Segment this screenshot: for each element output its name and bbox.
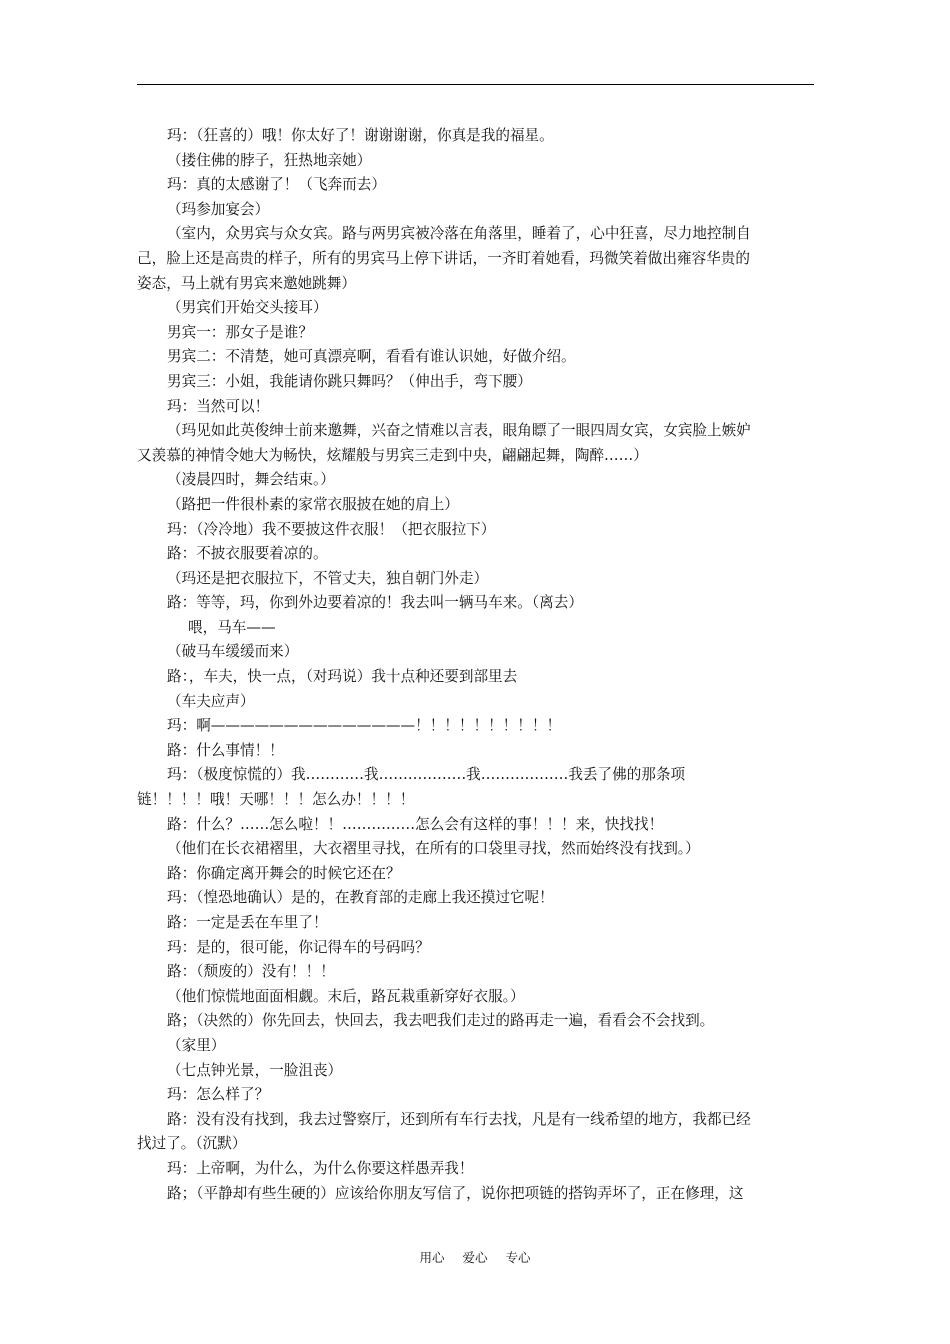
text-line: （他们惊慌地面面相觑。末后，路瓦栽重新穿好衣服。）: [167, 987, 525, 1005]
text-line: 路：什么？……怎么啦！！……………怎么会有这样的事！！！来，快找找！: [167, 815, 664, 833]
text-line: （车夫应声）: [167, 692, 255, 710]
text-line: 玛：当然可以！: [167, 397, 270, 415]
text-line: 又羡慕的神情令她大为畅快，炫耀般与男宾三走到中央，翩翩起舞，陶醉……）: [137, 446, 648, 464]
text-line: 玛：（极度惊慌的）我…………我………………我………………我丢了佛的那条项: [167, 766, 686, 784]
text-line: （破马车缓缓而来）: [167, 643, 299, 661]
text-line: （室内，众男宾与众女宾。路与两男宾被冷落在角落里，睡着了，心中狂喜，尽力地控制自: [167, 225, 751, 243]
text-line: 玛：上帝啊，为什么，为什么你要这样愚弄我！: [167, 1159, 474, 1177]
text-line: 男宾二：不清楚，她可真漂亮啊，看看有谁认识她，好做介绍。: [167, 348, 576, 366]
text-line: 路；（平静却有些生硬的）应该给你朋友写信了，说你把项链的搭钩弄坏了，正在修理，这: [167, 1184, 744, 1202]
text-line: 玛：是的，很可能，你记得车的号码吗？: [167, 938, 430, 956]
text-line: 路：（颓废的）没有！！！: [167, 963, 335, 981]
text-line: 玛：（狂喜的）哦！你太好了！谢谢谢谢，你真是我的福星。: [167, 127, 554, 144]
text-line: 玛：（冷冷地）我不要披这件衣服！（把衣服拉下）: [167, 520, 496, 538]
text-line: （路把一件很朴素的家常衣服披在她的肩上）: [167, 495, 459, 513]
text-line: （玛见如此英俊绅士前来邀舞，兴奋之情难以言表，眼角瞟了一眼四周女宾，女宾脸上嫉妒: [167, 422, 751, 440]
text-line: 路；（决然的）你先回去，快回去，我去吧我们走过的路再走一遍，看看会不会找到。: [167, 1012, 715, 1030]
text-line: 路：你确定离开舞会的时候它还在？: [167, 864, 401, 882]
text-line: 玛：啊——————————————！！！！！！！！！！: [167, 717, 562, 735]
document-body: [137, 124, 814, 1206]
footer-item-3: 专心: [505, 1250, 531, 1265]
text-line: （他们在长衣裙褶里，大衣褶里寻找，在所有的口袋里寻找，然而始终没有找到。）: [167, 840, 700, 858]
text-line: 玛：怎么样了？: [167, 1086, 270, 1104]
footer-item-2: 爱心: [462, 1250, 488, 1265]
text-line: （家里）: [167, 1036, 226, 1054]
footer-item-1: 用心: [419, 1250, 445, 1265]
text-line: 己，脸上还是高贵的样子，所有的男宾马上停下讲话，一齐盯着她看，玛微笑着做出雍容华贵的: [137, 249, 750, 267]
text-line: 喂，马车——: [188, 618, 276, 636]
text-line: 男宾三：小姐，我能请你跳只舞吗？（伸出手，弯下腰）: [167, 372, 532, 390]
text-line: 找过了。（沉默）: [137, 1135, 247, 1153]
text-line: （玛参加宴会）: [167, 200, 270, 218]
text-line: （男宾们开始交头接耳）: [167, 299, 328, 317]
text-line: 玛：真的太感谢了！（飞奔而去）: [167, 176, 386, 194]
text-line: （七点钟光景，一脸沮丧）: [167, 1061, 343, 1079]
text-line: 路：一定是丢在车里了！: [167, 914, 328, 931]
text-line: 链！！！！哦！天哪！！！怎么办！！！！: [137, 791, 415, 809]
text-line: 路：没有没有找到，我去过警察厅，还到所有车行去找，凡是有一线希望的地方，我都已经: [167, 1110, 751, 1128]
page-footer: [0, 1248, 950, 1266]
text-line: 玛：（惶恐地确认）是的，在教育部的走廊上我还摸过它呢！: [167, 889, 554, 907]
text-line: 路：等等，玛，你到外边要着凉的！我去叫一辆马车来。（离去）: [167, 594, 583, 612]
text-line: 路：不披衣服要着凉的。: [167, 545, 328, 563]
text-line: 姿态，马上就有男宾来邀她跳舞）: [137, 274, 356, 292]
text-line: 男宾一：那女子是谁？: [167, 323, 313, 341]
text-line: 路：，车夫，快一点，（对玛说）我十点种还要到部里去: [167, 668, 518, 686]
text-line: （搂住佛的脖子，狂热地亲她）: [167, 151, 372, 169]
text-line: 路：什么事情！！: [167, 741, 284, 759]
text-line: （凌晨四时，舞会结束。）: [167, 471, 335, 489]
text-line: （玛还是把衣服拉下，不管丈夫，独自朝门外走）: [167, 569, 489, 587]
header-rule: [137, 84, 814, 85]
